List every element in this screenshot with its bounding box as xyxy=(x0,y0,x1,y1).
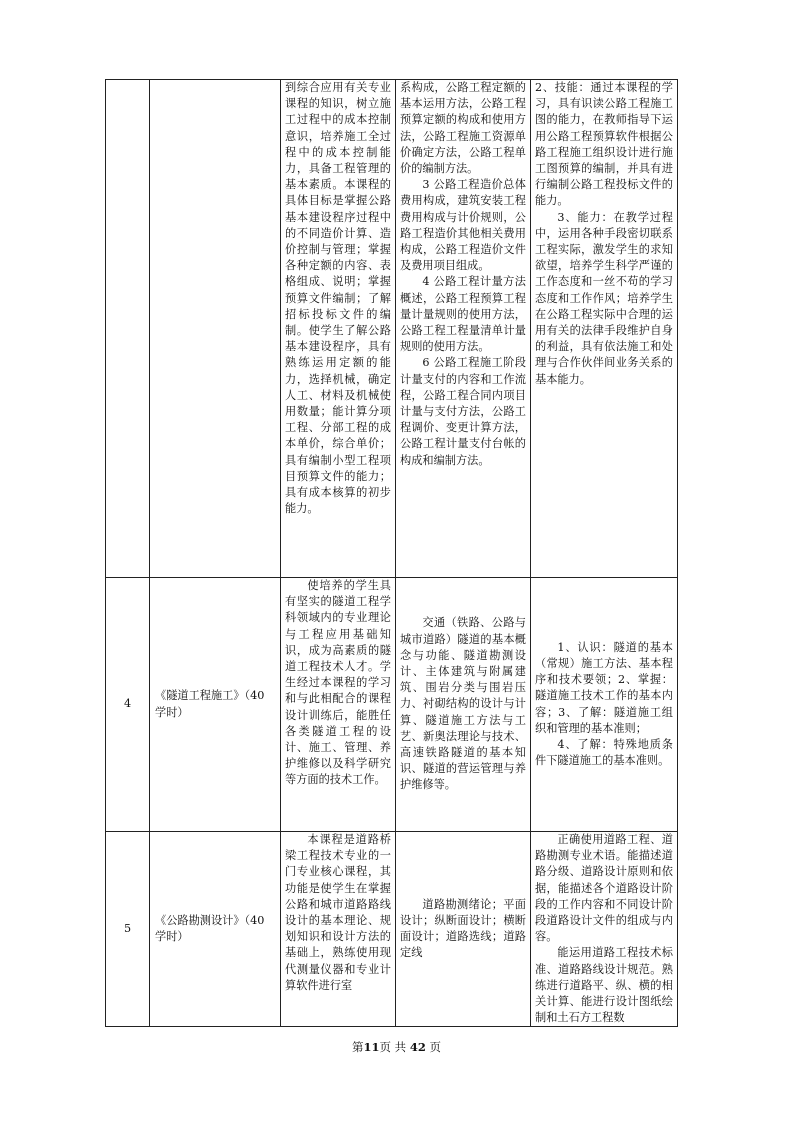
course-number-cell: 4 xyxy=(106,578,150,832)
course-objective-text: 到综合应用有关专业课程的知识，树立施工过程中的成本控制意识，培养施工全过程中的成本控制能力，具备工程管理的基本素质。本课程的具体目标是掌握公路基本建设程序过程中的不同造价计算、造价控制与管理；掌握各种定额的内容、表格组成、说明；掌握预算文件编制；了解招标投标文件的编制。使学生了解公路基本建设程序，具有熟练运用定额的能力，选择机械，确定人工、材料及机械使用数量；能计算分项工程、分部工程的成本单价，综合单价；具有编制小型工程项目预算文件的能力；具有成本核算的初步能力。 xyxy=(285,81,391,516)
course-requirement-paragraph: 能运用道路工程技术标准、道路路线设计规范。熟练进行道路平、纵、横的相关计算、能进行设计图纸绘制和土石方工程数 xyxy=(535,946,673,1025)
course-requirement-paragraph: 2、技能：通过本课程的学习，具有识读公路工程施工图的能力，在教师指导下运用公路工程预算软件根据公路工程施工组织设计进行施工图预算的编制，并具有进行编制公路工程投标文件的能力。 xyxy=(535,81,673,208)
page-footer xyxy=(0,1039,793,1055)
total-pages-number: 42 xyxy=(409,1040,426,1054)
course-name-cell xyxy=(150,80,281,578)
page-label-prefix: 第 xyxy=(352,1040,364,1054)
table-row xyxy=(106,832,678,1027)
table-row xyxy=(106,578,678,832)
course-requirements-cell xyxy=(531,80,678,578)
curriculum-table xyxy=(105,79,678,1027)
page-label-suffix: 页 xyxy=(425,1040,441,1054)
course-content-paragraph: 系构成，公路工程定额的基本运用方法，公路工程预算定额的构成和使用方法，公路工程施工资源单价确定方法，公路工程单价的编制方法。 xyxy=(400,81,526,176)
course-content-paragraph: 6 公路工程施工阶段计量支付的内容和工作流程，公路工程合同内项目计量与支付方法，公路工程调价、变更计算方法，公路工程计量支付台帐的构成和编制方法。 xyxy=(400,356,526,467)
course-objective-cell xyxy=(281,578,396,832)
course-requirements-cell xyxy=(531,832,678,1027)
current-page-number: 11 xyxy=(363,1040,380,1054)
page-label-middle: 页 共 xyxy=(379,1040,410,1054)
course-requirement-paragraph: 1、认识：隧道的基本（常规）施工方法、基本程序和技术要领；2、掌握：隧道施工技术工作的基本内容；3、了解：隧道施工组织和管理的基本准则； xyxy=(535,640,673,735)
course-content-paragraph: 4 公路工程计量方法概述，公路工程预算工程量计量规则的使用方法，公路工程工程量清单计量规则的使用方法。 xyxy=(400,275,526,354)
course-content-paragraph: 3 公路工程造价总体费用构成，建筑安装工程费用构成与计价规则，公路工程造价其他相关费用构成，公路工程造价文件及费用项目组成。 xyxy=(400,178,526,273)
course-requirement-paragraph: 3、能力：在教学过程中，运用各种手段密切联系工程实际，激发学生的求知欲望，培养学生科学严谨的工作态度和一丝不苟的学习态度和工作作风；培养学生在公路工程实际中合理的运用有关的法律手段维护自身的利益，具有依法施工和处理与合作伙伴间业务关系的基本能力。 xyxy=(535,210,673,386)
course-objective-cell xyxy=(281,80,396,578)
course-objective-text: 本课程是道路桥梁工程技术专业的一门专业核心课程，其功能是使学生在掌握公路和城市道路路线设计的基本理论、规划知识和设计方法的基础上，熟练使用现代测量仪器和专业计算软件进行室 xyxy=(285,833,391,992)
course-objective-cell xyxy=(281,832,396,1027)
course-number-cell xyxy=(106,80,150,578)
course-requirements-cell xyxy=(531,578,678,832)
course-content-cell xyxy=(396,80,531,578)
course-content-cell xyxy=(396,578,531,832)
course-content-cell xyxy=(396,832,531,1027)
course-content-paragraph: 交通（铁路、公路与城市道路）隧道的基本概念与功能、隧道勘测设计、主体建筑与附属建筑、围岩分类与围岩压力、衬砌结构的设计与计算、隧道施工方法与工艺、新奥法理论与技术、高速铁路隧道的基本知识、隧道的营运管理与养护维修等。 xyxy=(400,616,526,792)
course-objective-text: 使培养的学生具有坚实的隧道工程学科领域内的专业理论与工程应用基础知识，成为高素质的隧道工程技术人才。学生经过本课程的学习和与此相配合的课程设计训练后，能胜任各类隧道工程的设计、施工、管理、养护维修以及科学研究等方面的技术工作。 xyxy=(285,579,391,787)
course-content-paragraph: 道路勘测绪论；平面设计；纵断面设计；横断面设计；道路选线；道路定线 xyxy=(400,897,526,960)
course-name-cell: 《公路勘测设计》（40学时） xyxy=(150,832,281,1027)
course-requirement-paragraph: 正确使用道路工程、道路勘测专业术语。能描述道路分级、道路设计原则和依据，能描述各个道路设计阶段的工作内容和不同设计阶段道路设计文件的组成与内容。 xyxy=(535,833,673,944)
table-row xyxy=(106,80,678,578)
course-number-cell: 5 xyxy=(106,832,150,1027)
course-requirement-paragraph: 4、了解：特殊地质条件下隧道施工的基本准则。 xyxy=(535,737,673,768)
course-name-cell: 《隧道工程施工》（40学时） xyxy=(150,578,281,832)
